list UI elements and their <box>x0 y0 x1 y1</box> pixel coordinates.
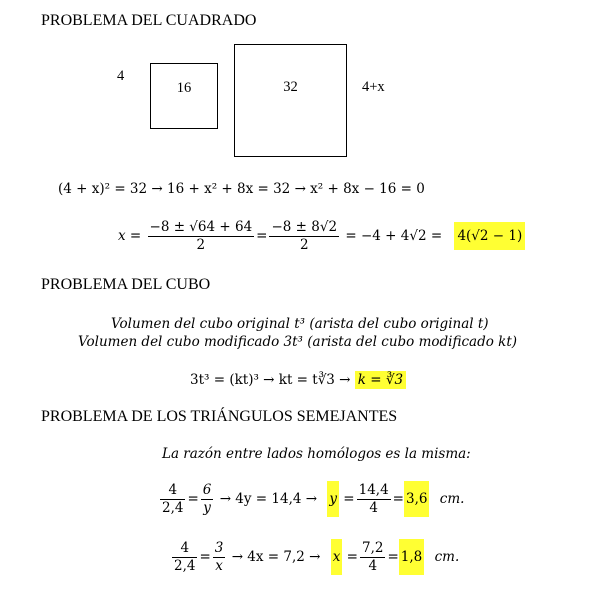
unit-label: cm. <box>439 491 465 507</box>
triangles-problem-title: PROBLEMA DE LOS TRIÁNGULOS SEMEJANTES <box>41 408 398 425</box>
ratio-fraction: $\frac{4}{2,4}$ <box>162 482 184 516</box>
final-result-highlight: 4(√2 − 1) <box>454 222 525 250</box>
ratio-fraction: $\frac{4}{2,4}$ <box>174 540 196 574</box>
small-square-side-label: 4 <box>117 68 125 84</box>
value-fraction: $\frac{7,2}{4}$ <box>362 540 384 574</box>
step-text: → 4y = 14,4 → <box>219 491 318 507</box>
ratio-fraction-x: $\frac{3}{x}$ <box>214 540 224 574</box>
cube-original-volume: Volumen del cubo original t³ (arista del cubo original t) <box>111 316 489 332</box>
triangle-equation-2: $\frac{4}{2,4}$ = $\frac{3}{x}$ → 4x = 7,2 → x = $\frac{7,2}{4}$ = 1,8 cm. <box>174 540 460 574</box>
cube-equation-text: 3t³ = (kt)³ → kt = t∛3 → <box>190 372 351 388</box>
square-problem-title: PROBLEMA DEL CUADRADO <box>41 12 257 29</box>
ratio-fraction-y: $\frac{6}{y}$ <box>202 482 212 516</box>
fraction-1: $\frac{-8 \pm √64 + 64}{2}$ <box>149 219 253 253</box>
result-highlight: 1,8 <box>399 539 424 575</box>
small-square <box>150 63 218 129</box>
intermediate-result: = −4 + 4√2 = <box>345 228 443 244</box>
quadratic-solution: x = $\frac{-8 \pm √64 + 64}{2}$ = $\frac{-8 \pm 8√2}{2}$ = −4 + 4√2 = 4(√2 − 1) <box>118 219 525 254</box>
triangles-statement: La razón entre lados homólogos es la misma: <box>162 446 471 462</box>
step-text: → 4x = 7,2 → <box>231 549 321 565</box>
square-equation: (4 + x)² = 32 → 16 + x² + 8x = 32 → x² + 8x − 16 = 0 <box>58 181 425 197</box>
variable-highlight: y <box>327 481 339 517</box>
big-square-side-label: 4+x <box>362 79 385 95</box>
cube-equation <box>190 372 406 388</box>
unit-label: cm. <box>434 549 460 565</box>
triangle-equation-1: $\frac{4}{2,4}$ = $\frac{6}{y}$ → 4y = 14,4 → y = $\frac{14,4}{4}$ = 3,6 cm. <box>162 482 465 516</box>
fraction-2: $\frac{-8 \pm 8√2}{2}$ <box>271 219 338 253</box>
value-fraction: $\frac{14,4}{4}$ <box>358 482 389 516</box>
variable-highlight: x <box>331 539 343 575</box>
cube-problem-title: PROBLEMA DEL CUBO <box>41 276 211 293</box>
result-highlight: 3,6 <box>404 481 429 517</box>
x-equals: x = <box>118 228 142 244</box>
cube-result-highlight: k = ∛3 <box>355 371 406 389</box>
cube-modified-volume: Volumen del cubo modificado 3t³ (arista del cubo modificado kt) <box>78 334 518 350</box>
big-square <box>234 44 347 157</box>
big-square-area: 32 <box>283 79 298 95</box>
small-square-area: 16 <box>176 80 192 96</box>
